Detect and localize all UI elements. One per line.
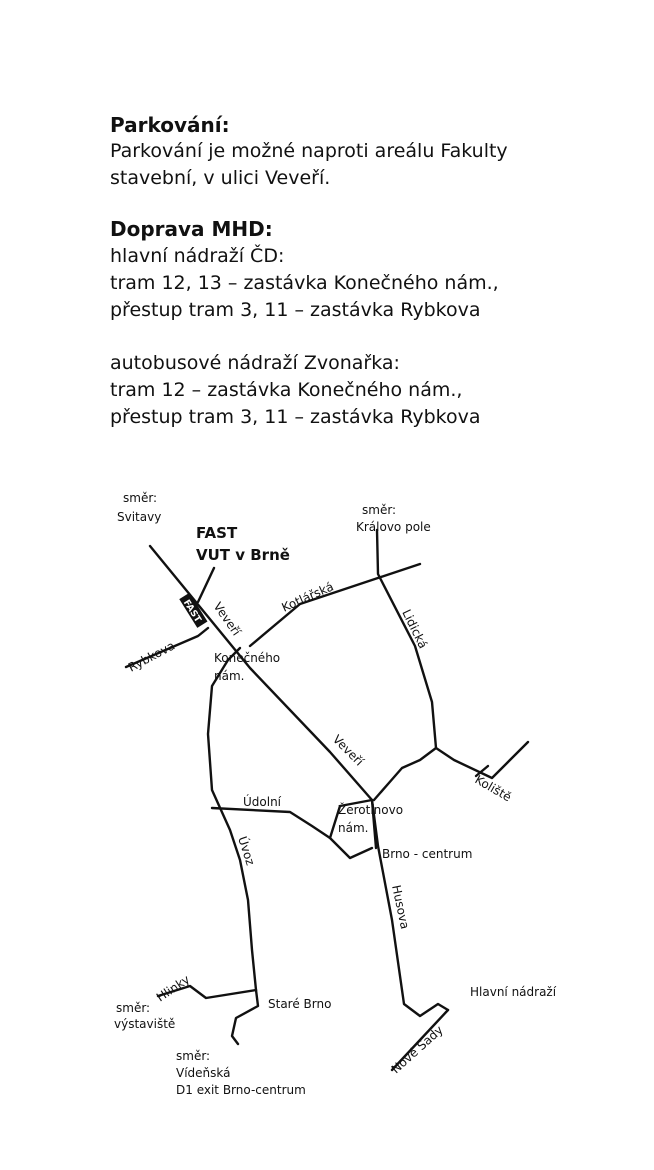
fast-marker-label: FAST [180,598,203,625]
koliste-label: Koliště [472,772,514,805]
koliste-street-line [436,742,528,778]
nove-sady-label: Nové Sady [388,1022,446,1077]
dir-videnska-label-1: směr: [176,1049,211,1063]
dir-kralovo-pole-label-2: Královo pole [356,520,431,534]
zerotinovo-label-2: nám. [338,821,369,835]
bus-station-line-1: tram 12 – zastávka Konečného nám., [110,379,463,401]
transport-heading: Doprava MHD: [110,217,273,241]
dir-vystaviste-label-1: směr: [116,1001,151,1015]
kotlarska-label: Kotlářská [279,579,336,615]
veveri-mid-label: Veveří [329,732,367,769]
konecneho-label-1: Konečného [214,651,281,665]
main-station-line-1: tram 12, 13 – zastávka Konečného nám., [110,272,499,294]
rybkova-label: Rybkova [125,638,178,675]
bus-station-line-2: přestup tram 3, 11 – zastávka Rybkova [110,406,481,428]
hlinky-label: Hlinky [153,972,193,1005]
brno-centrum-label: Brno - centrum [382,847,473,861]
udolni-label: Údolní [243,795,282,809]
fast-subtitle: VUT v Brně [196,546,290,564]
parking-line-2: stavební, v ulici Veveří. [110,167,331,189]
fast-title: FAST [196,524,238,542]
veveri-street-line [150,546,372,800]
dir-videnska-label-2: Vídeňská [176,1066,231,1080]
dir-svitavy-label-2: Svitavy [117,510,162,524]
parking-line-1: Parkování je možné naproti areálu Fakulty [110,140,508,162]
konecneho-label-2: nám. [214,669,245,683]
lidicka-label: Lidická [399,607,431,651]
fast-pointer-line [198,568,214,602]
main-station-line-2: přestup tram 3, 11 – zastávka Rybkova [110,299,481,321]
zerotinovo-label-1: Žerotínovo [338,803,404,817]
dir-svitavy-label-1: směr: [123,491,158,505]
bus-station-title: autobusové nádraží Zvonařka: [110,352,400,374]
husova-label: Husova [389,883,413,931]
veveri-top-label: Veveří [210,599,244,639]
hlavni-nadrazi-label: Hlavní nádraží [470,985,557,999]
uvoz-street-line [208,660,256,990]
husova-street-line [372,800,448,1016]
dir-videnska-label-3: D1 exit Brno-centrum [176,1083,306,1097]
uvoz-label: Úvoz [235,834,258,868]
stare-brno-label: Staré Brno [268,997,332,1011]
dir-vystaviste-label-2: výstaviště [114,1017,176,1031]
dir-kralovo-pole-label-1: směr: [362,503,397,517]
parking-heading: Parkování: [110,113,230,137]
lidicka-street-line [374,530,436,800]
videnska-street-line [232,990,258,1044]
main-station-title: hlavní nádraží ČD: [110,245,285,267]
